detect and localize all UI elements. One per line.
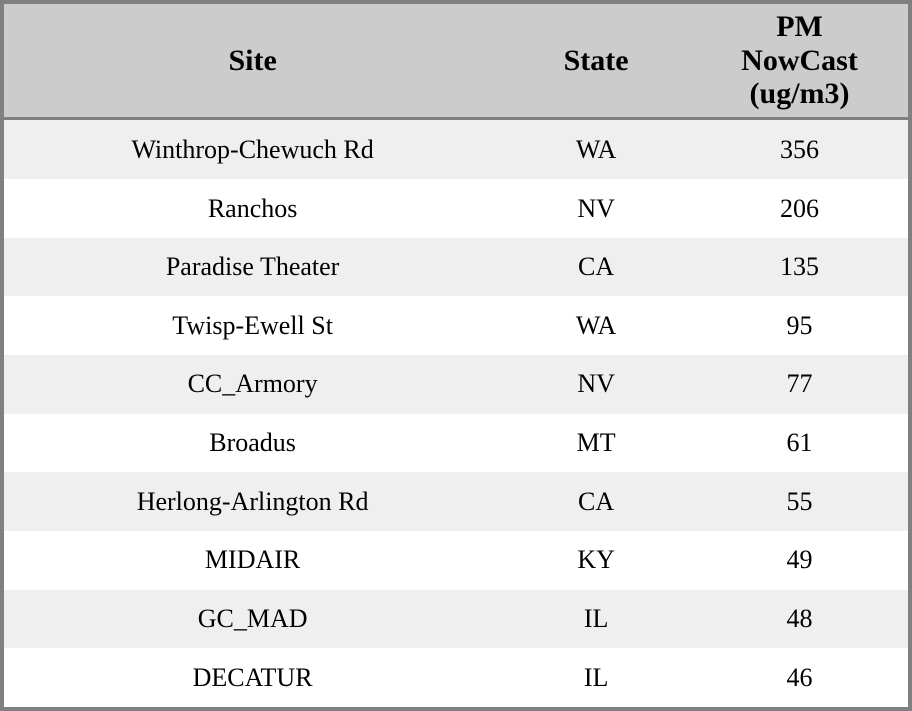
cell-value: 48 (691, 590, 908, 649)
table-row (4, 414, 908, 473)
cell-site: CC_Armory (4, 355, 501, 414)
column-header-pm-nowcast-line-2: NowCast (741, 43, 858, 77)
cell-site: Herlong-Arlington Rd (4, 472, 501, 531)
cell-site: DECATUR (4, 648, 501, 707)
cell-site: Ranchos (4, 179, 501, 238)
cell-state: NV (501, 179, 691, 238)
table-row (4, 179, 908, 238)
cell-value: 49 (691, 531, 908, 590)
cell-value: 77 (691, 355, 908, 414)
cell-value: 206 (691, 179, 908, 238)
cell-site: Paradise Theater (4, 238, 501, 297)
cell-state: NV (501, 355, 691, 414)
column-header-site-line-1: Site (228, 43, 277, 77)
cell-value: 95 (691, 296, 908, 355)
table-row (4, 472, 908, 531)
table-row (4, 296, 908, 355)
cell-site: GC_MAD (4, 590, 501, 649)
table-row (4, 238, 908, 297)
cell-site: MIDAIR (4, 531, 501, 590)
cell-site: Twisp-Ewell St (4, 296, 501, 355)
cell-state: MT (501, 414, 691, 473)
column-header-state (501, 4, 691, 118)
cell-value: 356 (691, 118, 908, 179)
table-header-row (4, 4, 908, 118)
column-header-state-line-1: State (563, 43, 629, 77)
column-header-pm-nowcast-line-1: PM (776, 10, 823, 43)
table-header (4, 4, 908, 118)
pm-nowcast-table (4, 4, 908, 707)
cell-state: WA (501, 118, 691, 179)
column-header-pm-nowcast (691, 4, 908, 118)
table-row (4, 531, 908, 590)
cell-value: 135 (691, 238, 908, 297)
table-body (4, 118, 908, 707)
column-header-site (4, 4, 501, 118)
cell-state: CA (501, 238, 691, 297)
cell-value: 55 (691, 472, 908, 531)
table-row (4, 118, 908, 179)
cell-state: CA (501, 472, 691, 531)
cell-state: IL (501, 648, 691, 707)
cell-state: WA (501, 296, 691, 355)
cell-site: Winthrop-Chewuch Rd (4, 118, 501, 179)
column-header-pm-nowcast-line-3: (ug/m3) (749, 77, 850, 111)
cell-state: IL (501, 590, 691, 649)
table-row (4, 355, 908, 414)
cell-value: 61 (691, 414, 908, 473)
table-row (4, 590, 908, 649)
table-row (4, 648, 908, 707)
cell-state: KY (501, 531, 691, 590)
cell-value: 46 (691, 648, 908, 707)
cell-site: Broadus (4, 414, 501, 473)
